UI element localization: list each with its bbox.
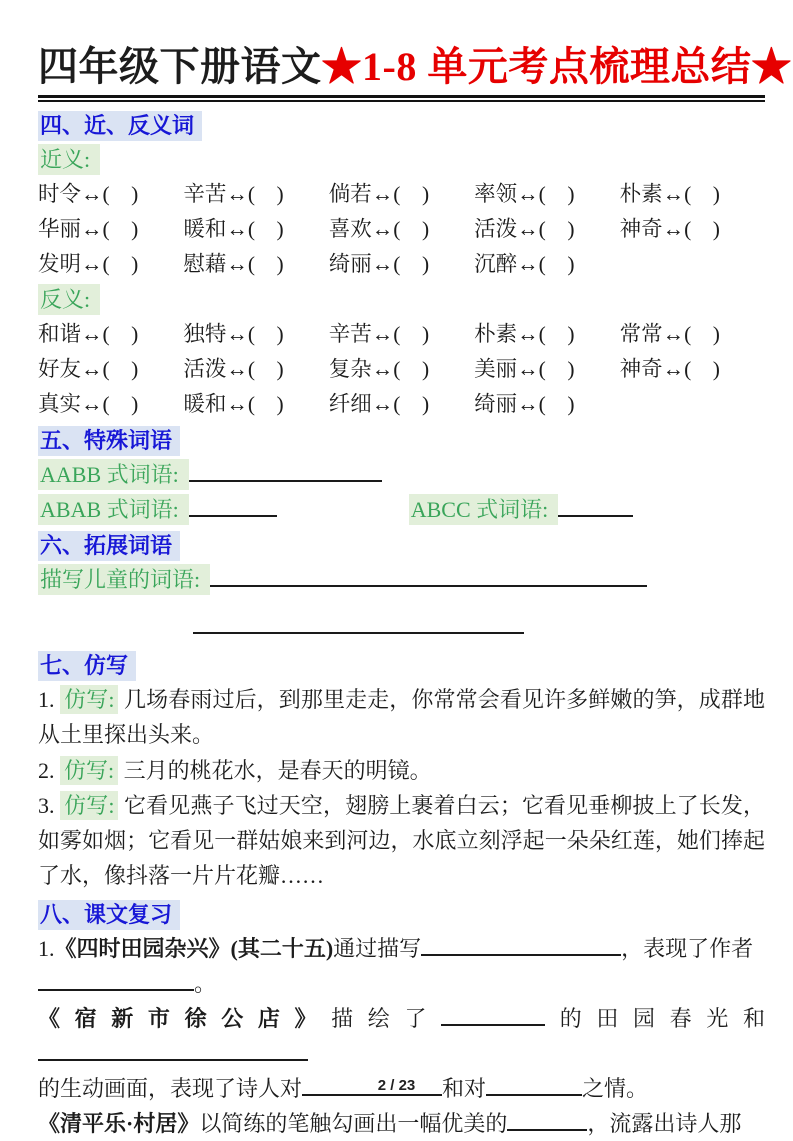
section-5: [38, 422, 765, 527]
review-line-3: [38, 1001, 765, 1071]
word-pair: 常常↔( ): [619, 322, 720, 346]
word-pair: 喜欢↔( ): [328, 217, 430, 241]
word-pair: 活泼↔( ): [183, 357, 284, 381]
children-words-line: [38, 562, 765, 597]
word-pair: 活泼↔( ): [474, 217, 575, 241]
aabb-line: [38, 457, 765, 492]
review-blank-underline: [421, 933, 621, 956]
section-8: [38, 896, 765, 1141]
word-pair: 辛苦↔( ): [328, 322, 430, 346]
review-text: ，表现了作者: [621, 935, 754, 961]
aabb-blank-underline: [189, 459, 382, 482]
poem-title-sishitianyuan: 《四时田园杂兴》(其二十五): [54, 935, 334, 961]
section-6-heading: 六、拓展词语: [38, 531, 180, 561]
section-8-heading: 八、课文复习: [38, 900, 180, 930]
imitation-text: 几场春雨过后，到那里走走，你常常会看见许多鲜嫩的笋，成群地从土里探出头来。: [38, 687, 765, 748]
word-pair: 美丽↔( ): [474, 357, 575, 381]
abab-blank-underline: [189, 494, 277, 517]
children-words-label: 描写儿童的词语:: [38, 564, 210, 595]
word-pair: 倘若↔( ): [328, 182, 430, 206]
review-text: 描绘了: [331, 1005, 442, 1031]
word-pair: 沉醉↔( ): [474, 252, 575, 276]
review-text: 。: [194, 970, 217, 996]
word-pair: 时令↔( ): [38, 182, 139, 206]
abab-abcc-line: [38, 492, 765, 527]
section-7-heading: 七、仿写: [38, 651, 136, 681]
section-4: [38, 107, 765, 422]
imitation-tag: 仿写:: [60, 791, 118, 820]
word-pair: 绮丽↔( ): [474, 392, 575, 416]
word-pair: 纤细↔( ): [328, 392, 430, 416]
abcc-label: ABCC 式词语:: [409, 494, 559, 525]
item-number: 1.: [38, 687, 55, 712]
word-pair: 神奇↔( ): [619, 357, 720, 381]
imitation-item-2: [38, 753, 765, 788]
word-pair: 独特↔( ): [183, 322, 284, 346]
page-title-black: 四年级下册语文: [38, 44, 322, 89]
word-pair: 复杂↔( ): [328, 357, 430, 381]
review-line-2: [38, 966, 765, 1001]
word-pair: 暖和↔( ): [183, 392, 284, 416]
page-title: [38, 42, 792, 92]
review-line-5: [38, 1106, 765, 1141]
imitation-item-3: [38, 788, 765, 894]
review-text: 之情。: [582, 1075, 649, 1101]
review-blank-underline: [38, 968, 194, 991]
imitation-text: 三月的桃花水，是春天的明镜。: [123, 757, 432, 783]
children-words-blank-underline: [210, 564, 647, 587]
review-blank-underline: [507, 1108, 587, 1131]
poem-title-qingpingle: 《清平乐·村居》: [38, 1110, 200, 1136]
antonym-rows: [38, 317, 765, 422]
word-pair: 华丽↔( ): [38, 217, 139, 241]
section-4-heading: 四、近、反义词: [38, 111, 202, 141]
word-pair: 朴素↔( ): [619, 182, 720, 206]
near-synonym-rows: [38, 177, 765, 282]
word-pair: 好友↔( ): [38, 357, 139, 381]
item-number: 3.: [38, 792, 55, 818]
review-line-1: [38, 931, 765, 966]
review-blank-underline: [38, 1038, 308, 1061]
abcc-blank-underline: [558, 494, 633, 517]
abab-label: ABAB 式词语:: [38, 494, 189, 525]
page-number: 2 / 23: [377, 1077, 416, 1094]
review-text: 的生动画面，表现了诗人对: [38, 1075, 303, 1101]
review-text: 的田园春光和: [545, 1005, 765, 1031]
section-7: [38, 647, 765, 894]
aabb-label: AABB 式词语:: [38, 459, 189, 490]
word-pair: 暖和↔( ): [183, 217, 284, 241]
children-words-blank-underline-2: [193, 611, 524, 634]
word-pair: 辛苦↔( ): [183, 182, 284, 206]
item-number: 2.: [38, 757, 55, 783]
imitation-tag: 仿写:: [60, 756, 118, 785]
title-divider: [38, 95, 765, 102]
review-text: 和对: [442, 1075, 487, 1101]
poem-title-suxinshi: 《宿新市徐公店》: [38, 1005, 332, 1031]
children-words-line-2: [38, 609, 765, 644]
word-pair: 神奇↔( ): [619, 217, 720, 241]
word-pair: 慰藉↔( ): [183, 252, 284, 276]
review-blank-underline: [441, 1003, 545, 1026]
near-synonym-label: 近义:: [38, 144, 100, 175]
word-pair: 率领↔( ): [474, 182, 575, 206]
word-pair: 朴素↔( ): [474, 322, 575, 346]
word-pair: 真实↔( ): [38, 392, 139, 416]
section-5-heading: 五、特殊词语: [38, 426, 180, 456]
word-pair: 发明↔( ): [38, 252, 139, 276]
review-text: 通过描写: [333, 935, 422, 961]
imitation-item-1: [38, 682, 765, 753]
section-6: [38, 527, 765, 644]
word-pair: 和谐↔( ): [38, 322, 139, 346]
item-number: 1.: [38, 935, 55, 961]
imitation-tag: 仿写:: [60, 685, 118, 714]
review-text: ，流露出诗人那: [587, 1110, 742, 1136]
antonym-label: 反义:: [38, 284, 100, 315]
review-text: 以简练的笔触勾画出一幅优美的: [199, 1110, 508, 1136]
imitation-text: 它看见燕子飞过天空，翅膀上裹着白云；它看见垂柳披上了长发，如雾如烟；它看见一群姑娘来到河边，水底立刻浮起一朵朵红莲，她们捧起了水，像抖落一片片花瓣……: [38, 792, 765, 889]
word-pair: 绮丽↔( ): [328, 252, 430, 276]
page-title-red: ★1-8 单元考点梳理总结★: [321, 44, 792, 89]
